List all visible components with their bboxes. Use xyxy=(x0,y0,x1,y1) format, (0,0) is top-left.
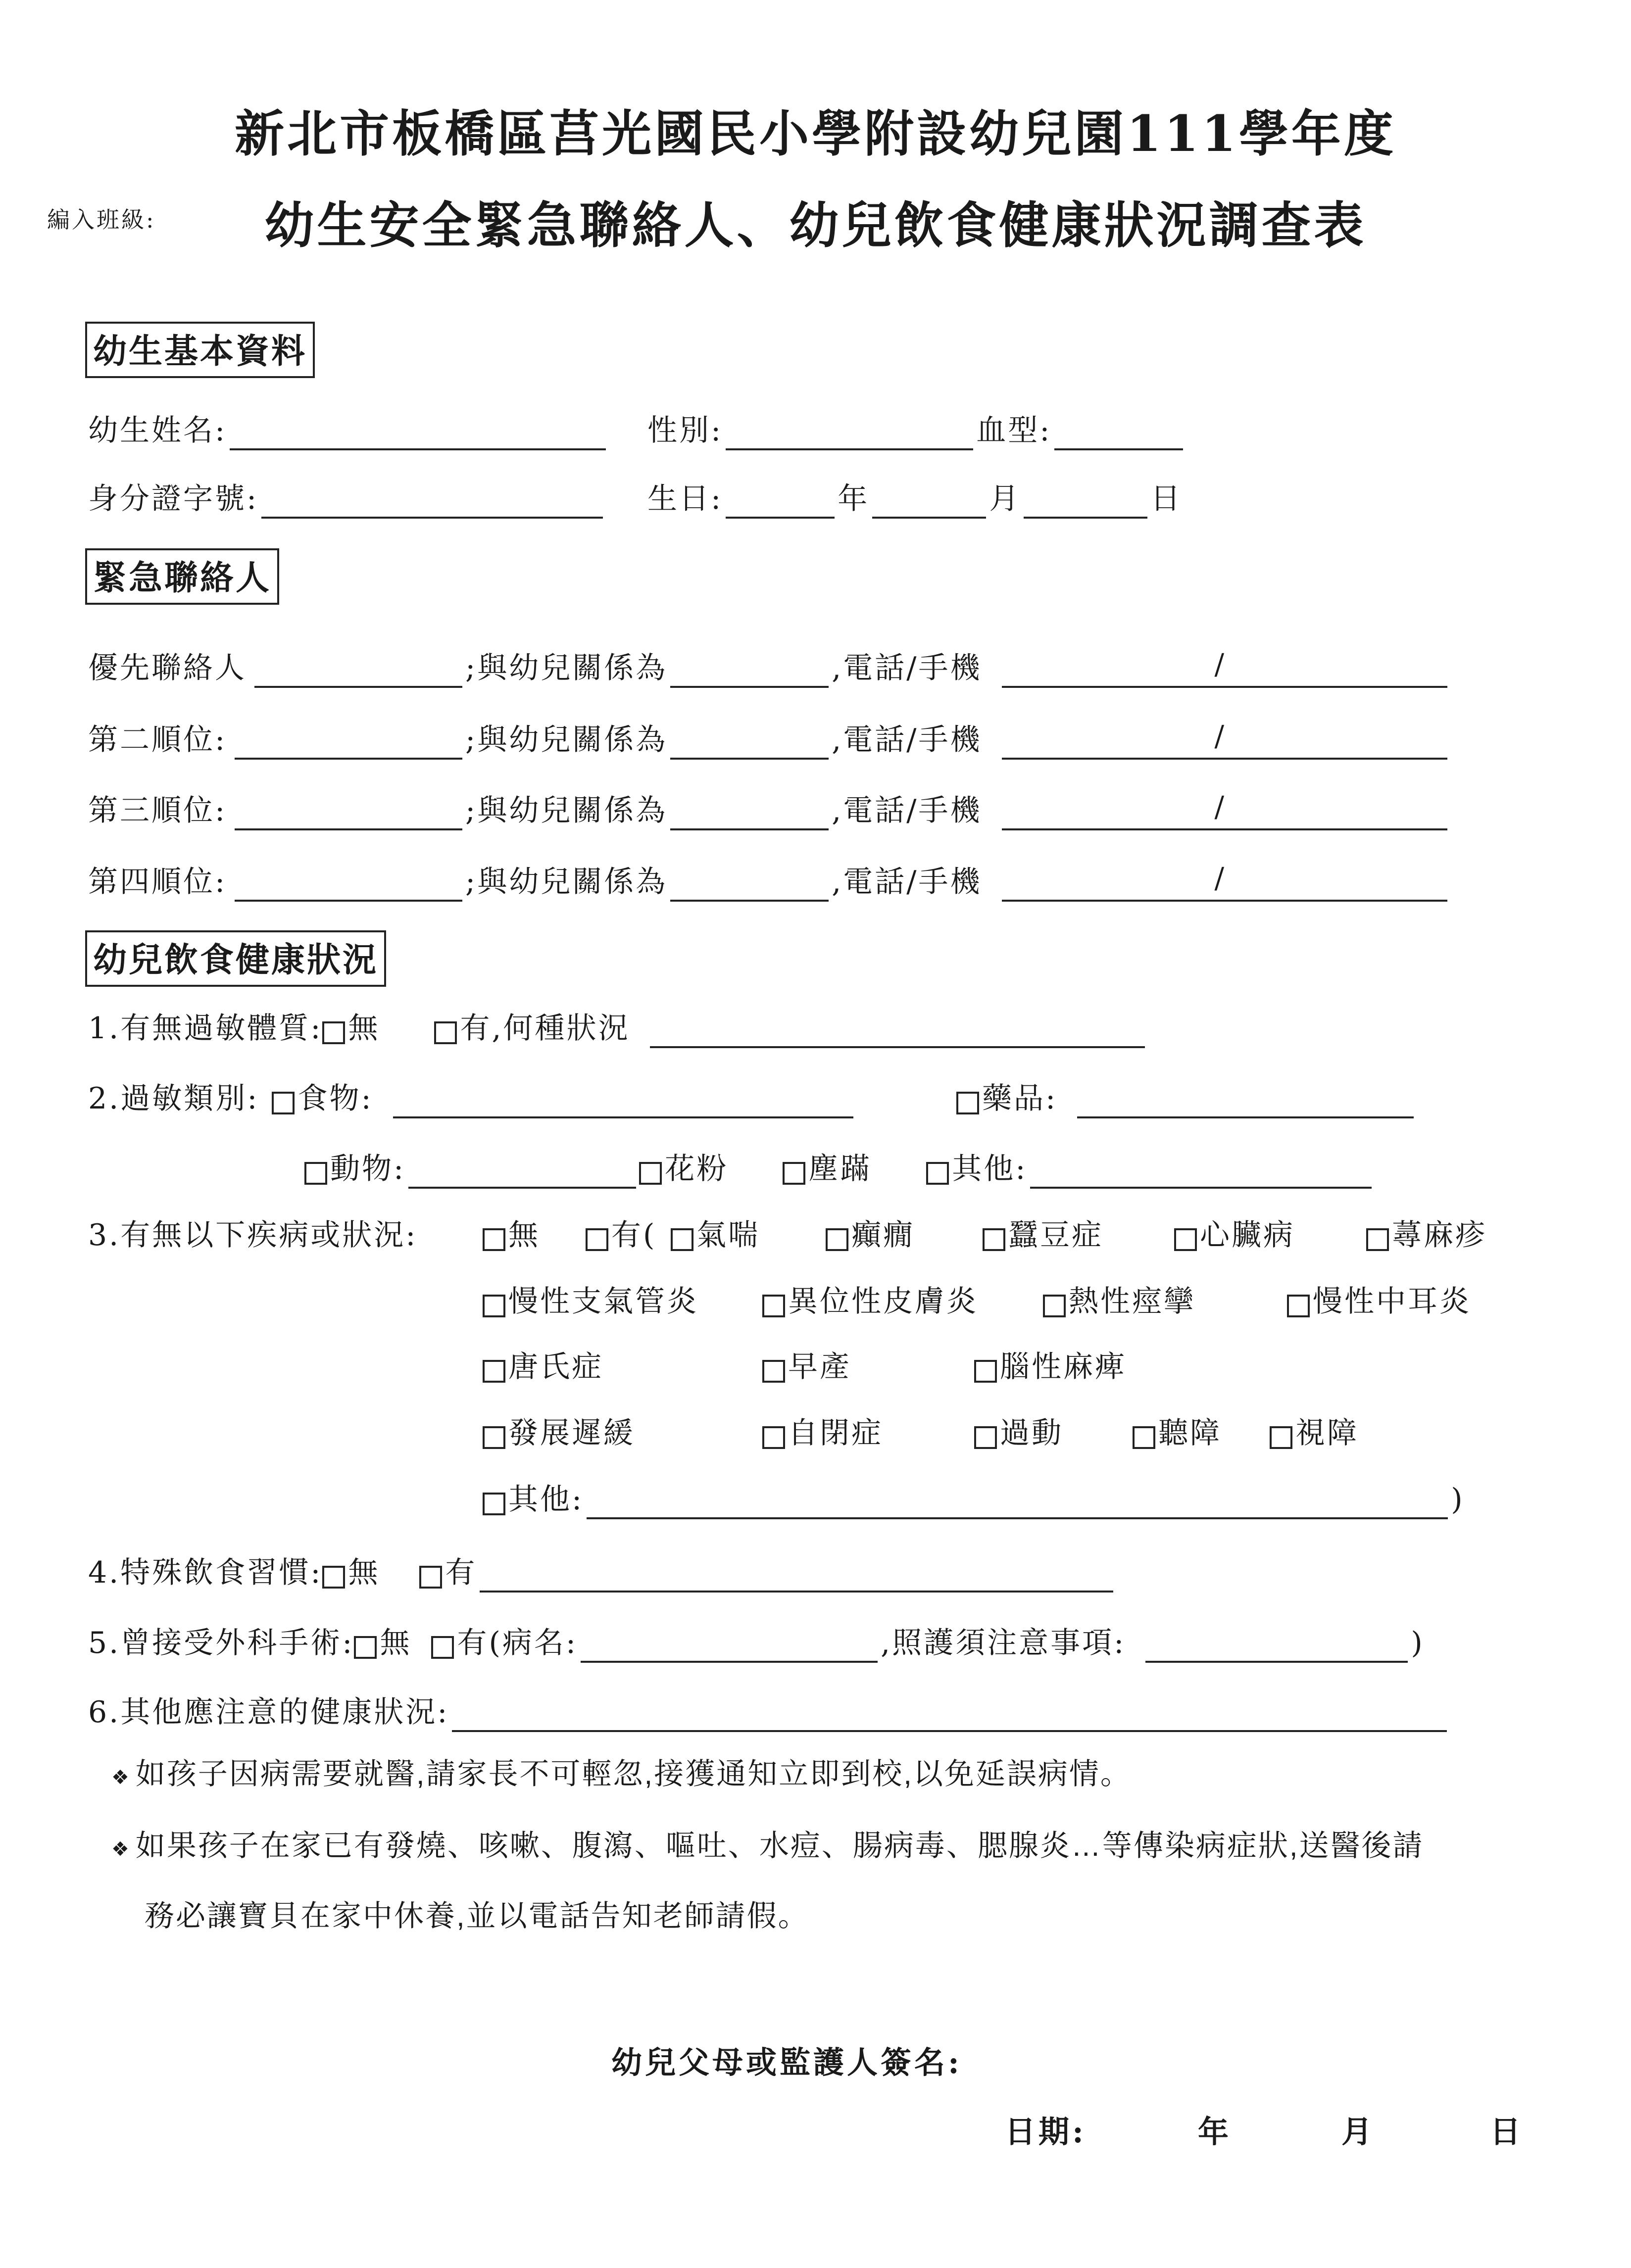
q3-option xyxy=(974,1347,1127,1387)
q5-disease-field[interactable] xyxy=(581,1629,878,1663)
contact-priority-label: 第三順位: xyxy=(88,793,227,828)
q3-option xyxy=(762,1347,851,1387)
q3-yes-checkbox[interactable] xyxy=(586,1228,608,1251)
contact-name-field[interactable] xyxy=(254,654,462,688)
section-emergency-contact: 緊急聯絡人 xyxy=(85,548,279,605)
blood-type-field[interactable] xyxy=(1054,417,1183,450)
phone-label: ,電話/手機 xyxy=(832,865,982,899)
phone-slash: / xyxy=(1214,790,1227,823)
id-number-field[interactable] xyxy=(261,485,603,519)
q3-other-row xyxy=(483,1480,1465,1519)
note-1 xyxy=(111,1754,1132,1797)
phone-field[interactable] xyxy=(1002,719,1447,760)
relation-field[interactable] xyxy=(670,868,829,902)
section-health-status: 幼兒飲食健康狀況 xyxy=(85,930,386,987)
q3-option-checkbox[interactable] xyxy=(483,1360,505,1383)
student-name-label: 幼生姓名: xyxy=(88,413,227,448)
q3-option xyxy=(1133,1413,1222,1453)
q3-option xyxy=(974,1413,1063,1453)
q3-yes-option xyxy=(586,1215,656,1255)
q6-label: 6.其他應注意的健康狀況: xyxy=(88,1695,449,1730)
q1-yes-checkbox[interactable] xyxy=(434,1021,457,1044)
q3-option xyxy=(483,1282,698,1321)
q3-option xyxy=(1287,1282,1471,1321)
blood-type-label: 血型: xyxy=(976,413,1052,448)
q3-option-checkbox[interactable] xyxy=(974,1426,997,1449)
relation-label: ;與幼兒關係為 xyxy=(465,865,668,899)
q2-pollen-checkbox[interactable] xyxy=(639,1162,662,1185)
q1-allergy-row xyxy=(88,1009,1148,1048)
q3-option xyxy=(762,1282,978,1321)
relation-label: ;與幼兒關係為 xyxy=(465,723,668,757)
gender-label: 性別: xyxy=(647,413,723,448)
note-2-text-line1: 如果孩子在家已有發燒、咳嗽、腹瀉、嘔吐、水痘、腸病毒、腮腺炎…等傳染病症狀,送醫後請 xyxy=(135,1829,1424,1862)
q5-care-label: ,照護須注意事項: xyxy=(881,1626,1126,1660)
q4-none-checkbox[interactable] xyxy=(322,1566,345,1589)
phone-field[interactable] xyxy=(1002,790,1447,830)
q3-label-row xyxy=(88,1215,417,1255)
q1-detail-field[interactable] xyxy=(650,1014,1145,1048)
q3-option-label: 慢性中耳炎 xyxy=(1313,1284,1471,1319)
q4-yes-checkbox[interactable] xyxy=(419,1566,442,1589)
q2-food-label: 食物: xyxy=(297,1081,373,1116)
date-label: 日期: xyxy=(1005,2114,1087,2150)
student-name-row xyxy=(88,411,609,450)
phone-field[interactable] xyxy=(1002,861,1447,902)
phone-slash: / xyxy=(1214,861,1227,895)
class-label: 編入班級: xyxy=(47,206,156,233)
q5-yes-label: 有(病名: xyxy=(457,1626,578,1660)
date-day-label: 日 xyxy=(1490,2114,1524,2150)
q2-drug-row xyxy=(956,1079,1417,1118)
q5-care-field[interactable] xyxy=(1145,1629,1408,1663)
q3-option-label: 視障 xyxy=(1295,1416,1359,1450)
q3-option-checkbox[interactable] xyxy=(826,1228,848,1251)
q5-label: 5.曾接受外科手術: xyxy=(88,1626,354,1660)
contact-row xyxy=(88,720,1450,760)
date-year-label: 年 xyxy=(1198,2114,1232,2150)
id-number-label: 身分證字號: xyxy=(88,482,259,516)
q6-other-health-row xyxy=(88,1692,1450,1732)
q3-option xyxy=(483,1347,603,1387)
gender-row xyxy=(647,411,1186,450)
q3-option-checkbox[interactable] xyxy=(762,1426,785,1449)
q2-other-checkbox[interactable] xyxy=(926,1162,949,1185)
contact-row xyxy=(88,791,1450,830)
relation-field[interactable] xyxy=(670,797,829,830)
q3-option-checkbox[interactable] xyxy=(1133,1426,1155,1449)
q2-mite-checkbox[interactable] xyxy=(783,1162,805,1185)
birthday-label: 生日: xyxy=(647,482,723,516)
q3-option xyxy=(826,1215,915,1255)
phone-slash: / xyxy=(1214,719,1227,753)
q4-yes-label: 有 xyxy=(445,1555,477,1590)
q3-option-label: 蕁麻疹 xyxy=(1392,1218,1487,1253)
q6-detail-field[interactable] xyxy=(452,1698,1447,1732)
relation-label: ;與幼兒關係為 xyxy=(465,651,668,685)
contact-priority-label: 第二順位: xyxy=(88,723,227,757)
q3-option-label: 慢性支氣管炎 xyxy=(508,1284,698,1319)
contact-row xyxy=(88,648,1450,688)
q2-food-field[interactable] xyxy=(393,1085,853,1118)
contact-name-field[interactable] xyxy=(235,868,462,902)
birthday-day-field[interactable] xyxy=(1024,485,1147,519)
q3-option xyxy=(983,1215,1103,1255)
q3-option-label: 早產 xyxy=(788,1350,851,1384)
q3-close-paren: ) xyxy=(1451,1482,1465,1517)
q3-option-label: 發展遲緩 xyxy=(508,1416,635,1450)
q3-option-checkbox[interactable] xyxy=(1366,1228,1389,1251)
student-name-field[interactable] xyxy=(230,417,606,450)
relation-field[interactable] xyxy=(670,726,829,760)
q5-surgery-row xyxy=(88,1623,1425,1663)
q2-animal-label: 動物: xyxy=(330,1152,406,1186)
q3-option-checkbox[interactable] xyxy=(974,1360,997,1383)
q1-none-label: 無 xyxy=(348,1011,380,1046)
relation-field[interactable] xyxy=(670,654,829,688)
q3-option-label: 心臟病 xyxy=(1200,1218,1295,1253)
contact-priority-label: 第四順位: xyxy=(88,865,227,899)
contact-name-field[interactable] xyxy=(235,797,462,830)
q1-yes-label: 有,何種狀況 xyxy=(460,1011,630,1046)
q3-other-field[interactable] xyxy=(587,1486,1448,1519)
birthday-year-label: 年 xyxy=(838,482,870,516)
q3-none-option xyxy=(483,1215,540,1255)
q2-mite-label: 塵蹣 xyxy=(808,1152,872,1186)
q3-option-checkbox[interactable] xyxy=(1270,1426,1292,1449)
contact-name-field[interactable] xyxy=(235,726,462,760)
q3-option xyxy=(483,1413,635,1453)
birthday-month-field[interactable] xyxy=(872,485,986,519)
q3-option-label: 氣喘 xyxy=(696,1218,760,1253)
q3-option-label: 過動 xyxy=(1000,1416,1063,1450)
q4-detail-field[interactable] xyxy=(480,1559,1113,1592)
q2-drug-field[interactable] xyxy=(1077,1085,1414,1118)
relation-label: ;與幼兒關係為 xyxy=(465,793,668,828)
q3-option-checkbox[interactable] xyxy=(1287,1295,1310,1317)
diamond-bullet-icon: ❖ xyxy=(111,1767,131,1788)
birthday-row xyxy=(647,479,1182,519)
q3-option-checkbox[interactable] xyxy=(1174,1228,1197,1251)
q3-option-checkbox[interactable] xyxy=(983,1228,1005,1251)
q3-option xyxy=(1174,1215,1295,1255)
q3-option xyxy=(762,1413,883,1453)
q3-option-checkbox[interactable] xyxy=(671,1228,693,1251)
phone-label: ,電話/手機 xyxy=(832,723,982,757)
phone-slash: / xyxy=(1214,647,1227,681)
section-basic-info: 幼生基本資料 xyxy=(85,322,315,378)
q2-animal-field[interactable] xyxy=(408,1155,636,1189)
note-1-text: 如孩子因病需要就醫,請家長不可輕忽,接獲通知立即到校,以免延誤病情。 xyxy=(135,1757,1132,1790)
q2-other-field[interactable] xyxy=(1030,1155,1372,1189)
q3-option-label: 熱性痙攣 xyxy=(1069,1284,1195,1319)
q3-option-label: 癲癇 xyxy=(851,1218,915,1253)
birthday-month-label: 月 xyxy=(989,482,1021,516)
q2-animal-checkbox[interactable] xyxy=(304,1162,327,1185)
q2-allergy-type-row xyxy=(88,1079,856,1118)
q5-close-paren: ) xyxy=(1411,1626,1425,1660)
q3-option-checkbox[interactable] xyxy=(762,1295,785,1317)
q3-option-label: 腦性麻痺 xyxy=(1000,1350,1127,1384)
note-2 xyxy=(111,1826,1424,1869)
diamond-bullet-icon: ❖ xyxy=(111,1838,131,1860)
q3-none-label: 無 xyxy=(508,1218,540,1253)
phone-field[interactable] xyxy=(1002,647,1447,688)
q3-yes-label: 有( xyxy=(611,1218,657,1253)
q3-option xyxy=(671,1215,760,1255)
q2-pollen-label: 花粉 xyxy=(665,1152,729,1186)
q3-option-label: 聽障 xyxy=(1158,1416,1222,1450)
q5-yes-checkbox[interactable] xyxy=(431,1636,454,1659)
q3-none-checkbox[interactable] xyxy=(483,1228,505,1251)
q3-option-checkbox[interactable] xyxy=(762,1360,785,1383)
q2-drug-label: 藥品: xyxy=(982,1081,1058,1116)
guardian-signature-label: 幼兒父母或監護人簽名: xyxy=(611,2044,962,2080)
birthday-day-label: 日 xyxy=(1150,482,1183,516)
q3-option-label: 自閉症 xyxy=(788,1416,883,1450)
q2-other-label: 其他: xyxy=(952,1152,1028,1186)
form-title-survey: 幼生安全緊急聯絡人、幼兒飲食健康狀況調查表 xyxy=(264,196,1367,254)
q3-option-checkbox[interactable] xyxy=(1043,1295,1066,1317)
q4-diet-row xyxy=(88,1553,1116,1592)
q5-none-label: 無 xyxy=(380,1626,412,1660)
q3-option-label: 蠶豆症 xyxy=(1008,1218,1103,1253)
phone-label: ,電話/手機 xyxy=(832,651,982,685)
q2-row2 xyxy=(304,1149,1375,1189)
q3-other-label: 其他: xyxy=(508,1482,584,1517)
q2-label: 2.過敏類別: xyxy=(88,1081,259,1116)
q4-label: 4.特殊飲食習慣: xyxy=(88,1555,323,1590)
note-2-continued: 務必讓寶貝在家中休養,並以電話告知老師請假。 xyxy=(145,1899,809,1932)
q3-option-label: 異位性皮膚炎 xyxy=(788,1284,978,1319)
q3-option-checkbox[interactable] xyxy=(483,1426,505,1449)
contact-priority-label: 優先聯絡人 xyxy=(88,651,247,685)
form-title-school: 新北市板橋區莒光國民小學附設幼兒園111學年度 xyxy=(235,104,1396,163)
q3-label: 3.有無以下疾病或狀況: xyxy=(88,1218,418,1253)
date-month-label: 月 xyxy=(1341,2114,1376,2150)
phone-label: ,電話/手機 xyxy=(832,793,982,828)
q3-option xyxy=(1270,1413,1359,1453)
birthday-year-field[interactable] xyxy=(726,485,835,519)
contact-row xyxy=(88,862,1450,902)
q2-food-checkbox[interactable] xyxy=(272,1092,295,1114)
q3-other-checkbox[interactable] xyxy=(483,1493,505,1515)
id-number-row xyxy=(88,479,606,519)
q3-option xyxy=(1043,1282,1195,1321)
q2-drug-checkbox[interactable] xyxy=(956,1092,979,1114)
q4-none-label: 無 xyxy=(348,1555,380,1590)
q3-option-label: 唐氏症 xyxy=(508,1350,603,1384)
q5-none-checkbox[interactable] xyxy=(354,1636,377,1659)
q3-option xyxy=(1366,1215,1487,1255)
q1-label: 1.有無過敏體質: xyxy=(88,1011,323,1046)
q1-none-checkbox[interactable] xyxy=(322,1021,345,1044)
gender-field[interactable] xyxy=(726,417,973,450)
q3-option-checkbox[interactable] xyxy=(483,1295,505,1317)
